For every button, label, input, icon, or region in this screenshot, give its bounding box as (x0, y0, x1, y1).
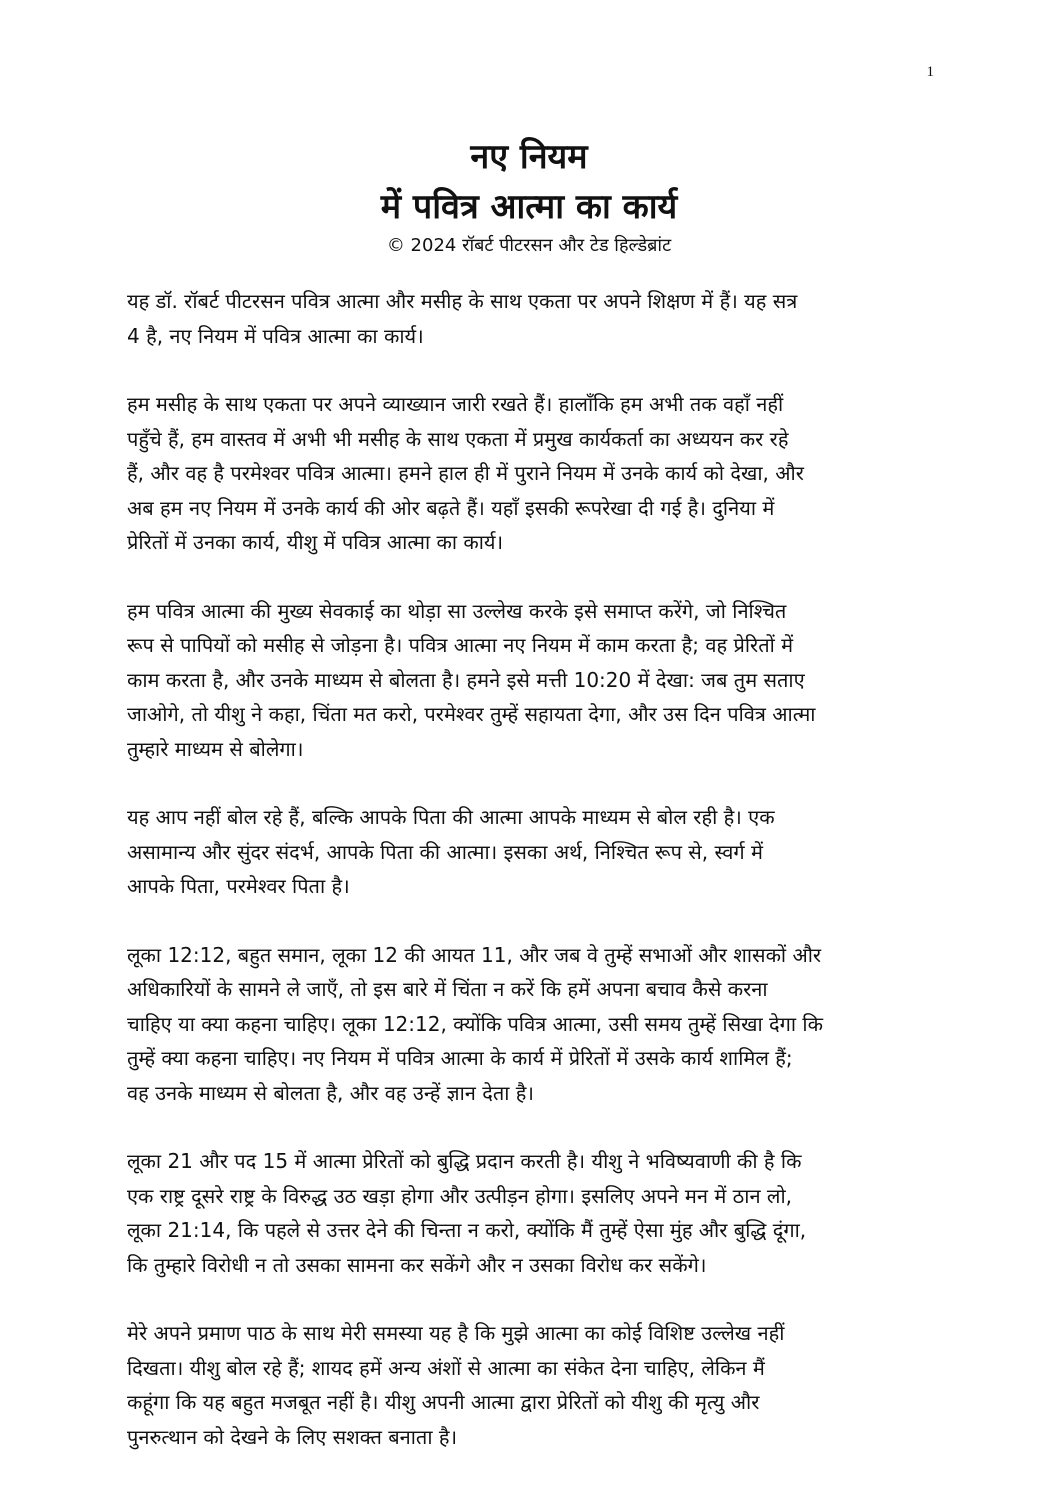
text-line: हम पवित्र आत्मा की मुख्य सेवकाई का थोड़ा सा उल्लेख करके इसे समाप्त करेंगे, जो निश्चित (127, 598, 787, 623)
copyright-notice: © 2024 रॉबर्ट पीटरसन और टेड हिल्डेब्रांट (386, 235, 672, 256)
text-line: वह उनके माध्यम से बोलता है, और वह उन्हें ज्ञान देता है। (127, 1080, 534, 1105)
text-line: लूका 12:12, बहुत समान, लूका 12 की आयत 11, और जब वे तुम्हें सभाओं और शासकों और (127, 942, 822, 967)
text-line: हैं, और वह है परमेश्वर पवित्र आत्मा। हमने हाल ही में पुराने नियम में उनके कार्य को देखा, और (127, 461, 804, 485)
paragraph (127, 284, 957, 353)
text-line: चाहिए या क्या कहना चाहिए। लूका 12:12, क्योंकि पवित्र आत्मा, उसी समय तुम्हें सिखा देगा कि (127, 1011, 823, 1036)
document-body (127, 284, 957, 1488)
text-line: हम मसीह के साथ एकता पर अपने व्याख्यान जारी रखते हैं। हालाँकि हम अभी तक वहाँ नहीं (127, 392, 784, 416)
page-number: 1 (926, 64, 934, 80)
text-line: एक राष्ट्र दूसरे राष्ट्र के विरुद्ध उठ खड़ा होगा और उत्पीड़न होगा। इसलिए अपने मन में ठान लो, (127, 1183, 793, 1208)
text-line: अब हम नए नियम में उनके कार्य की ओर बढ़ते हैं। यहाँ इसकी रूपरेखा दी गई है। दुनिया में (127, 495, 775, 520)
text-line: कि तुम्हारे विरोधी न तो उसका सामना कर सकेंगे और न उसका विरोध कर सकेंगे। (127, 1252, 707, 1277)
paragraph (127, 594, 957, 767)
text-line: यह डॉ. रॉबर्ट पीटरसन पवित्र आत्मा और मसीह के साथ एकता पर अपने शिक्षण में हैं। यह सत्र (127, 289, 798, 313)
text-line: जाओगे, तो यीशु ने कहा, चिंता मत करो, परमेश्वर तुम्हें सहायता देगा, और उस दिन पवित्र आत्मा (127, 702, 816, 726)
text-line: रूप से पापियों को मसीह से जोड़ना है। पवित्र आत्मा नए नियम में काम करता है; वह प्रेरितों में (127, 633, 794, 657)
document-title (0, 132, 1058, 260)
text-line: आपके पिता, परमेश्वर पिता है। (127, 874, 350, 898)
paragraph (127, 1316, 957, 1454)
text-line: कहूंगा कि यह बहुत मजबूत नहीं है। यीशु अपनी आत्मा द्वारा प्रेरितों को यीशु की मृत्यु और (127, 1390, 760, 1414)
text-line: 4 है, नए नियम में पवित्र आत्मा का कार्य। (127, 323, 424, 348)
text-line: तुम्हारे माध्यम से बोलेगा। (127, 736, 304, 761)
text-line: दिखता। यीशु बोल रहे हैं; शायद हमें अन्य अंशों से आत्मा का संकेत देना चाहिए, लेकिन मैं (127, 1355, 765, 1380)
text-line: पहुँचे हैं, हम वास्तव में अभी भी मसीह के साथ एकता में प्रमुख कार्यकर्ता का अध्ययन कर रहे (127, 426, 789, 451)
title-line: नए नियम (470, 137, 588, 177)
text-line: काम करता है, और उनके माध्यम से बोलता है। हमने इसे मत्ती 10:20 में देखा: जब तुम सताए (127, 667, 805, 692)
text-line: तुम्हें क्या कहना चाहिए। नए नियम में पवित्र आत्मा के कार्य में प्रेरितों में उसके कार्य शामिल हैं; (127, 1046, 793, 1070)
text-line: प्रेरितों में उनका कार्य, यीशु में पवित्र आत्मा का कार्य। (127, 530, 504, 554)
text-line: लूका 21:14, कि पहले से उत्तर देने की चिन्ता न करो, क्योंकि मैं तुम्हें ऐसा मुंह और बुद्धि दूंगा, (127, 1218, 807, 1242)
paragraph (127, 387, 957, 560)
paragraph (127, 1144, 957, 1282)
title-line: में पवित्र आत्मा का कार्य (380, 187, 678, 227)
paragraph (127, 800, 957, 904)
text-line: लूका 21 और पद 15 में आत्मा प्रेरितों को बुद्धि प्रदान करती है। यीशु ने भविष्यवाणी की है कि (127, 1149, 802, 1173)
text-line: अधिकारियों के सामने ले जाएँ, तो इस बारे में चिंता न करें कि हमें अपना बचाव कैसे करना (127, 977, 768, 1001)
text-line: असामान्य और सुंदर संदर्भ, आपके पिता की आत्मा। इसका अर्थ, निश्चित रूप से, स्वर्ग में (127, 839, 763, 864)
text-line: पुनरुत्थान को देखने के लिए सशक्त बनाता है। (127, 1424, 458, 1449)
paragraph (127, 938, 957, 1111)
text-line: यह आप नहीं बोल रहे हैं, बल्कि आपके पिता की आत्मा आपके माध्यम से बोल रही है। एक (127, 805, 775, 829)
text-line: मेरे अपने प्रमाण पाठ के साथ मेरी समस्या यह है कि मुझे आत्मा का कोई विशिष्ट उल्लेख नहीं (127, 1321, 785, 1345)
